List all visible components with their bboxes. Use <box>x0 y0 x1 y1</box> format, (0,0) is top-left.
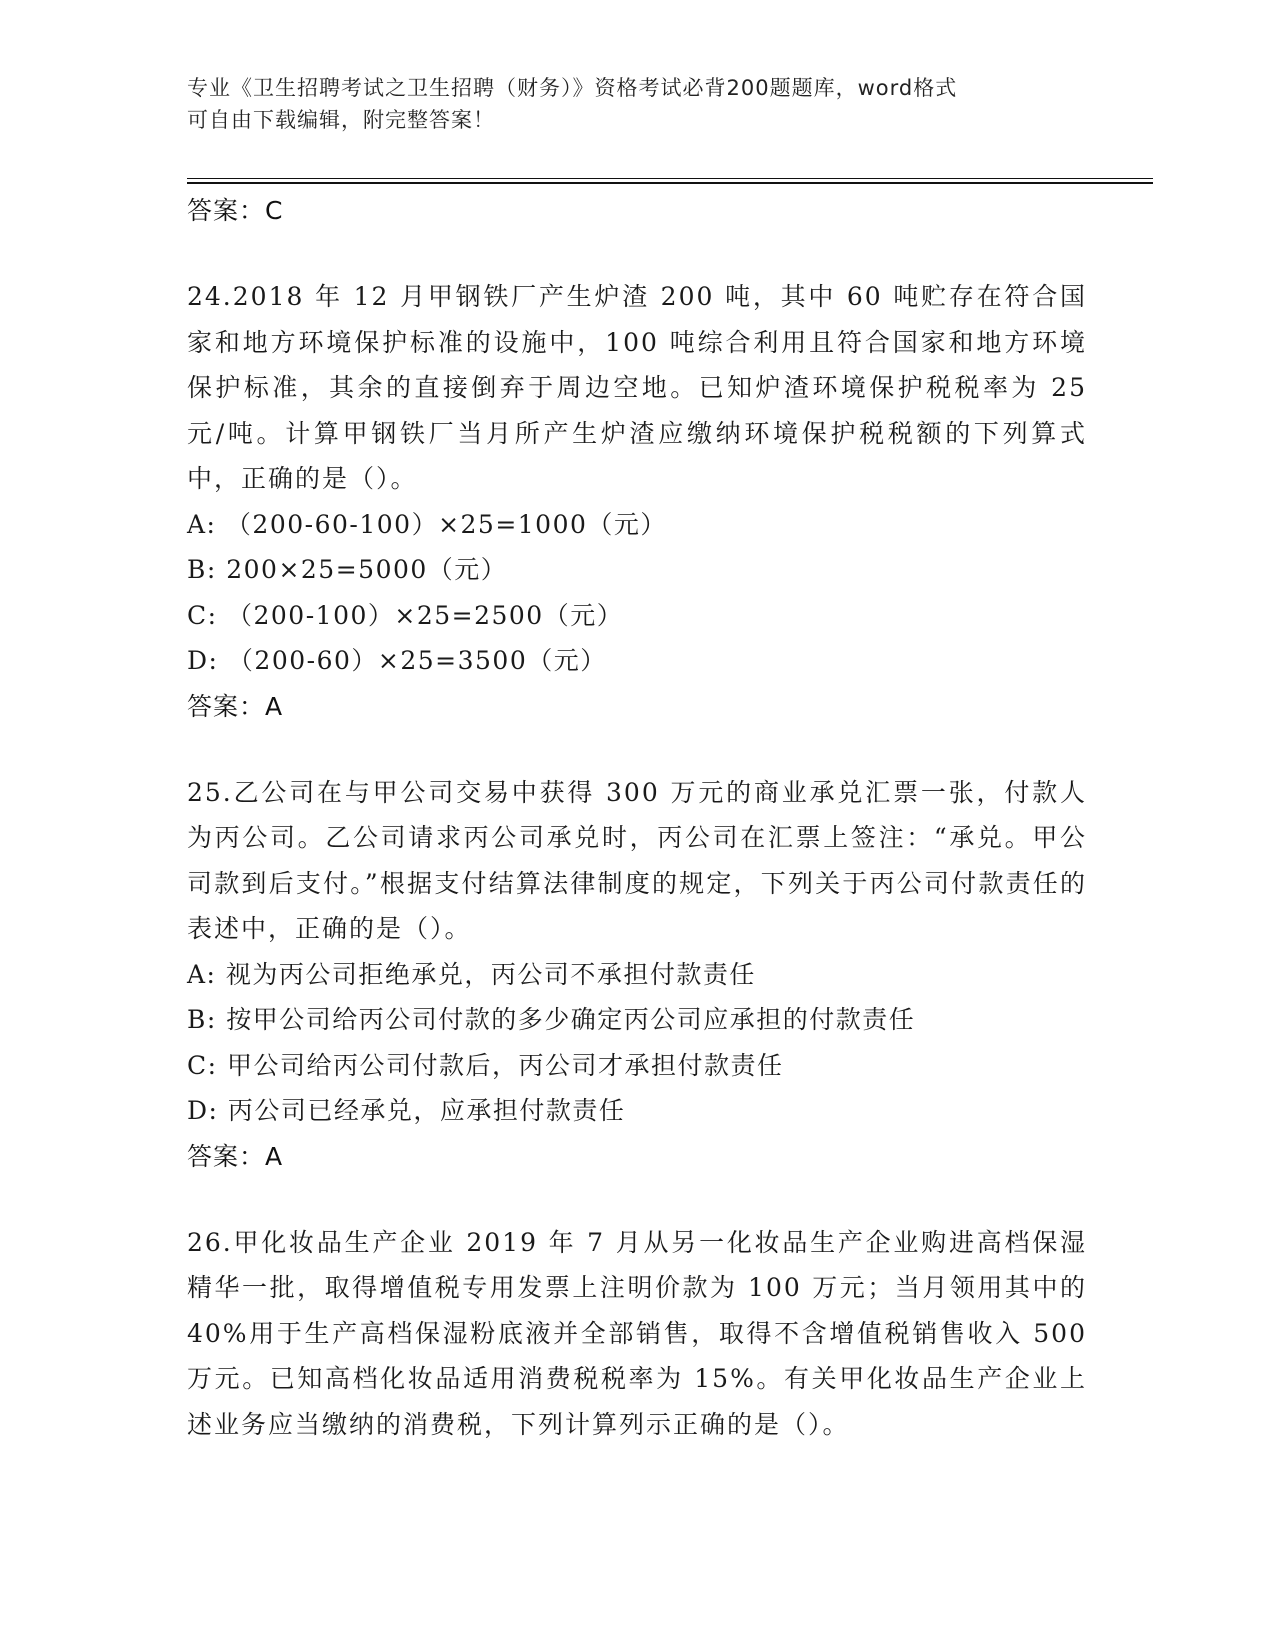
question-stem: 24.2018 年 12 月甲钢铁厂产生炉渣 200 吨，其中 60 吨贮存在符合国家和地方环境保护标准的设施中，100 吨综合利用且符合国家和地方环境保护标准，其余的直接倒弃于周边空地。已知炉渣环境保护税税率为 25 元/吨。计算甲钢铁厂当月所产生炉渣应缴纳环境保护税税额的下列算式中，正确的是（）。 <box>187 282 1087 493</box>
question-stem: 25.乙公司在与甲公司交易中获得 300 万元的商业承兑汇票一张，付款人为丙公司。乙公司请求丙公司承兑时，丙公司在汇票上签注：“承兑。甲公司款到后支付。”根据支付结算法律制度的规定，下列关于丙公司付款责任的表述中，正确的是（）。 <box>187 777 1087 943</box>
option-a: A: （200-60-100）×25=1000（元） <box>187 509 667 539</box>
question-25 <box>187 770 1087 1180</box>
question-stem: 26.甲化妆品生产企业 2019 年 7 月从另一化妆品生产企业购进高档保湿精华一批，取得增值税专用发票上注明价款为 100 万元；当月领用其中的 40%用于生产高档保湿粉底液并全部销售，取得不含增值税销售收入 500 万元。已知高档化妆品适用消费税税率为 15%。有关甲化妆品生产企业上述业务应当缴纳的消费税，下列计算列示正确的是（）。 <box>187 1227 1087 1439</box>
option-d: D: （200-60）×25=3500（元） <box>187 646 607 675</box>
question-answer: 答案：A <box>187 691 284 721</box>
page-header <box>187 72 1087 136</box>
option-a: A: 视为丙公司拒绝承兑，丙公司不承担付款责任 <box>187 959 756 989</box>
header-line-2: 可自由下载编辑，附完整答案！ <box>187 108 495 132</box>
question-26 <box>187 1220 1087 1448</box>
question-list <box>187 188 1087 1447</box>
header-line-1: 专业《卫生招聘考试之卫生招聘（财务）》资格考试必背200题题库，word格式 <box>187 76 958 100</box>
option-d: D: 丙公司已经承兑，应承担付款责任 <box>187 1096 626 1125</box>
header-rule-thin <box>187 178 1153 179</box>
option-b: B: 200×25=5000（元） <box>187 555 508 584</box>
question-answer: 答案：A <box>187 1141 284 1171</box>
option-b: B: 按甲公司给丙公司付款的多少确定丙公司应承担的付款责任 <box>187 1005 916 1034</box>
option-c: C: 甲公司给丙公司付款后，丙公司才承担付款责任 <box>187 1050 784 1080</box>
option-c: C: （200-100）×25=2500（元） <box>187 600 624 630</box>
header-rule-thick <box>187 182 1153 184</box>
previous-answer: 答案：C <box>187 196 284 225</box>
question-24 <box>187 274 1087 730</box>
